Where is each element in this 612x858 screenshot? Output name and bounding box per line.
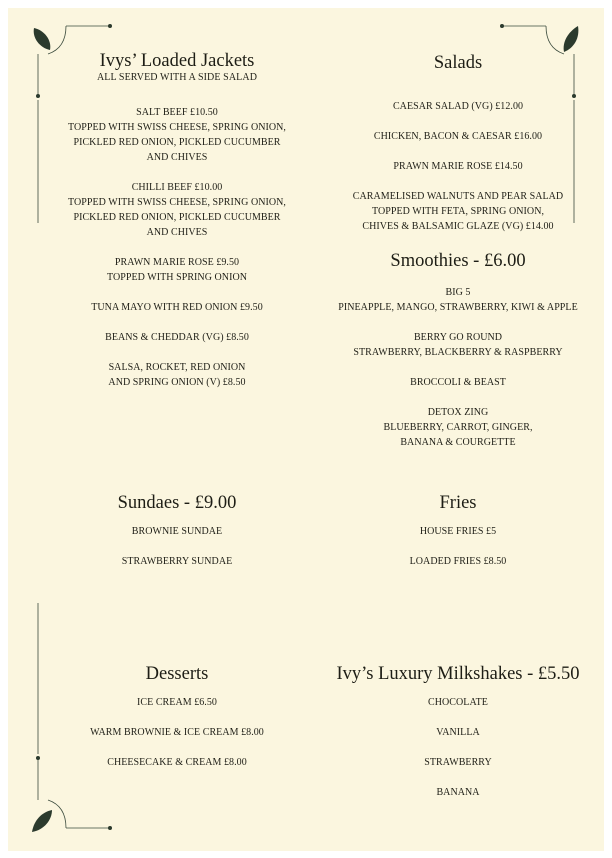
menu-item: PRAWN MARIE ROSE £14.50 (393, 161, 523, 172)
menu-item: CHILLI BEEF £10.00 TOPPED WITH SWISS CHEESE, SPRING ONION, PICKLED RED ONION, PICKLED CUCUMBER AND CHIVES (68, 182, 286, 238)
menu-item: BEANS & CHEDDAR (VG) £8.50 (105, 332, 249, 343)
section-subtitle: ALL SERVED WITH A SIDE SALAD (96, 72, 258, 83)
menu-page (8, 8, 604, 851)
menu-item: TUNA MAYO WITH RED ONION £9.50 (91, 302, 263, 313)
menu-item: VANILLA (436, 727, 480, 738)
menu-item: BANANA (436, 787, 480, 798)
menu-item: SALSA, ROCKET, RED ONION AND SPRING ONION (V) £8.50 (108, 362, 246, 388)
menu-item: SALT BEEF £10.50 TOPPED WITH SWISS CHEESE, SPRING ONION, PICKLED RED ONION, PICKLED CUCUMBER AND CHIVES (68, 107, 286, 163)
menu-item: BERRY GO ROUND STRAWBERRY, BLACKBERRY & RASPBERRY (353, 332, 563, 358)
section-title: Sundaes - £9.00 (117, 493, 237, 513)
menu-item: BROCCOLI & BEAST (410, 377, 506, 388)
menu-item: CHEESECAKE & CREAM £8.00 (107, 757, 247, 768)
leaf-icon (564, 26, 579, 52)
menu-item: BROWNIE SUNDAE (131, 526, 223, 537)
jackets-section (46, 50, 308, 390)
menu-item: DETOX ZING BLUEBERRY, CARROT, GINGER, BANANA & COURGETTE (383, 407, 533, 448)
sundaes-section (46, 492, 308, 569)
milkshakes-section (313, 663, 603, 800)
menu-item: CHICKEN, BACON & CAESAR £16.00 (373, 131, 543, 142)
menu-item: PRAWN MARIE ROSE £9.50 TOPPED WITH SPRING ONION (106, 257, 247, 283)
menu-item: CAESAR SALAD (VG) £12.00 (392, 101, 524, 112)
menu-item: LOADED FRIES £8.50 (409, 556, 507, 567)
menu-item: STRAWBERRY SUNDAE (121, 556, 233, 567)
section-title: Smoothies - £6.00 (390, 251, 526, 271)
leaf-icon (34, 28, 51, 50)
menu-item: WARM BROWNIE & ICE CREAM £8.00 (90, 727, 264, 738)
menu-item: CHOCOLATE (428, 697, 488, 708)
section-title: Salads (433, 53, 483, 73)
desserts-section (46, 663, 308, 770)
leaf-icon (32, 810, 52, 832)
menu-item: HOUSE FRIES £5 (419, 526, 497, 537)
fries-section (313, 492, 603, 569)
salads-section (313, 52, 603, 234)
menu-item: CARAMELISED WALNUTS AND PEAR SALAD TOPPED WITH FETA, SPRING ONION, CHIVES & BALSAMIC GLAZE (VG) £14.00 (352, 191, 564, 232)
section-title: Ivy’s Luxury Milkshakes - £5.50 (336, 664, 580, 684)
section-title: Fries (439, 493, 477, 513)
section-title: Desserts (145, 664, 209, 684)
menu-item: BIG 5 PINEAPPLE, MANGO, STRAWBERRY, KIWI & APPLE (338, 287, 578, 313)
section-title: Ivys’ Loaded Jackets (99, 51, 255, 71)
menu-item: STRAWBERRY (424, 757, 492, 768)
smoothies-section (313, 250, 603, 450)
menu-item: ICE CREAM £6.50 (137, 697, 217, 708)
